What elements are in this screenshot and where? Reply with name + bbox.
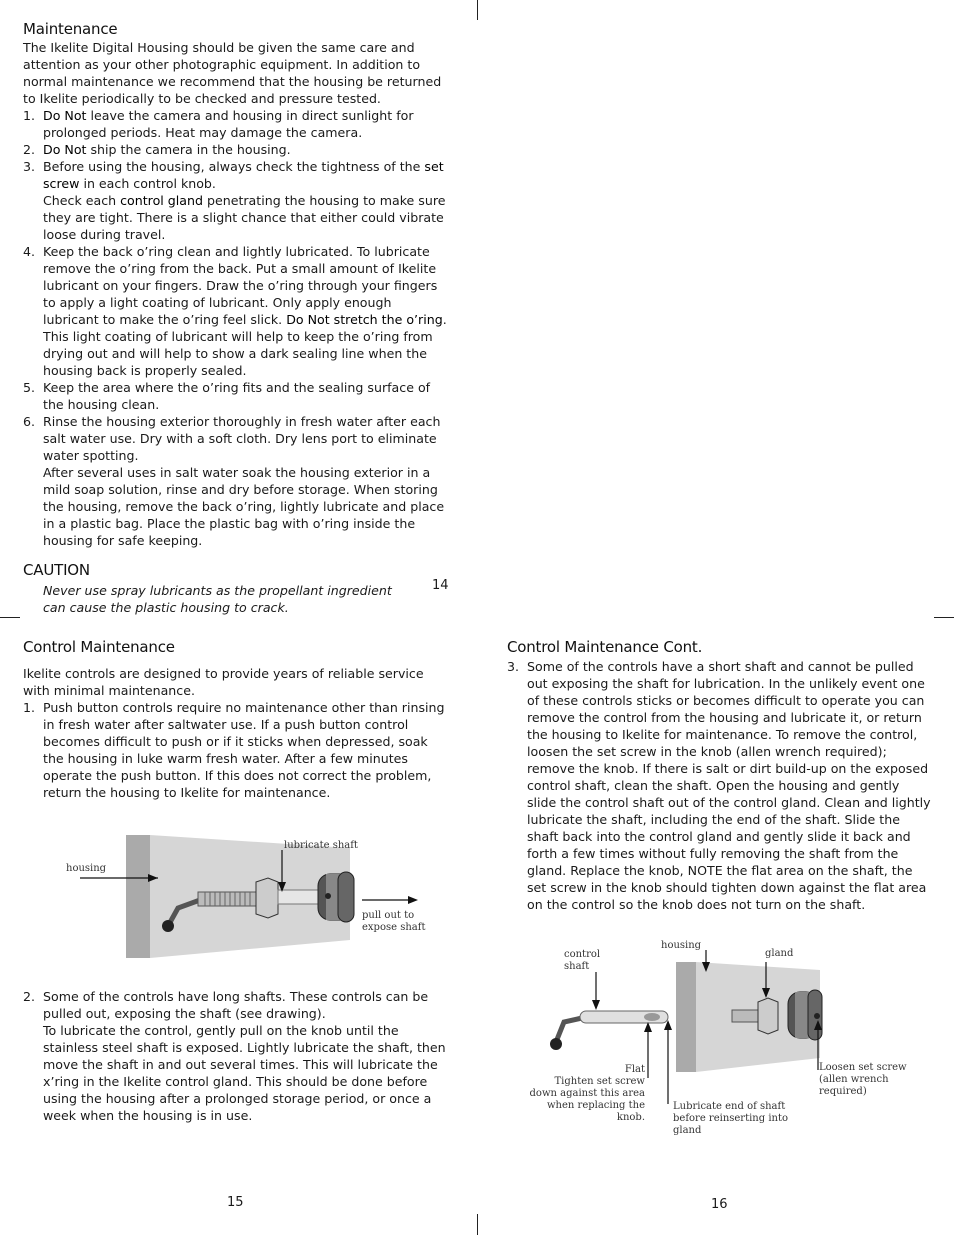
control-list xyxy=(23,699,448,801)
page-16-body xyxy=(507,658,932,913)
housing-label: housing xyxy=(66,863,107,874)
list-item: 1. Do Not leave the camera and housing in direct sunlight for prolonged periods. Heat may damage the camera. xyxy=(23,108,414,140)
crop-mark-top xyxy=(477,0,478,20)
page-number-15: 15 xyxy=(227,1195,244,1210)
intro-paragraph: The Ikelite Digital Housing should be given the same care and attention as your other photographic equipment. In addition to normal maintenance we recommend that the housing be returned to Ikelite periodically to be checked and pressure tested. 1. Do Not leave the camera and housing in direct sunlight for prolonged periods. Heat may damage the camera. 2. Do Not ship the camera in the housing. 3. Before using the housing, always check the tightness of the set screw in each control knob. Check each control gland penetrating the housing to make sure they are tight. There is a slight chance that either could vibrate loose during travel. 4. Keep the back o’ring clean and lightly lubricated. To lubricate remove the o’ring from the back. Put a small amount of Ikelite lubricant on your fingers. Draw the o’ring through your fingers to apply a light coating of lubricant. Only apply enough lubricant to make the o’ring feel slick. Do Not stretch the o’ring. This light coating of lubricant will help to keep the o’ring from drying out and will help to show a dark sealing line when the housing back is properly sealed. 5. Keep the area where the o’ring fits and the sealing surface of the housing clean. 6. Rinse the housing exterior thoroughly in fresh water after each salt water use. Dry with a soft cloth. Dry lens port to eliminate water spotting. After several uses in salt water soak the housing exterior in a mild soap solution, rinse and dry before storage. When storing the housing, remove the back o’ring, lightly lubricate and place in a plastic bag. Place the plastic bag with o’ring inside the housing for safe keeping. xyxy=(23,40,447,548)
caution-heading: CAUTION xyxy=(23,561,90,579)
list-item: 3. Before using the housing, always check the tightness of the set screw in each control knob. Check each control gland penetrating the housing to make sure they are tight. There is a slight chance that either could vibrate loose during travel. xyxy=(23,159,446,242)
housing-label: housing xyxy=(661,940,702,951)
flat-note-label: Tighten set screw down against this area when replacing the knob. xyxy=(529,1076,645,1123)
list-item: 2. Some of the controls have long shafts. These controls can be pulled out, exposing the shaft (see drawing). To lubricate the control, gently pull on the knob until the stainless steel shaft is exposed. Lightly lubricate the shaft, then move the shaft in and out several times. This will lubricate the x’ring in the Ikelite control gland. This should be done before using the housing after a prolonged storage period, or once a week when the housing is in use. xyxy=(23,989,446,1123)
page-16 xyxy=(507,638,932,913)
page-15 xyxy=(23,638,448,801)
crop-mark-right xyxy=(934,617,954,618)
long-shaft-diagram xyxy=(60,830,440,965)
list-item: 4. Keep the back o’ring clean and lightly lubricated. To lubricate remove the o’ring from the back. Put a small amount of Ikelite lubricant on your fingers. Draw the o’ring through your fingers to apply a light coating of lubricant. Only apply enough lubricant to make the o’ring feel slick. Do Not stretch the o’ring. This light coating of lubricant will help to keep the o’ring from drying out and will help to show a dark sealing line when the housing back is properly sealed. xyxy=(23,244,447,378)
long-shaft-drawing xyxy=(60,830,440,965)
page-title: Control Maintenance Cont. xyxy=(507,638,703,656)
lubricate-end-label: Lubricate end of shaft before reinserting into gland xyxy=(673,1101,788,1136)
list-item: 2. Do Not ship the camera in the housing. xyxy=(23,142,291,157)
page-number-16: 16 xyxy=(711,1197,728,1212)
flat-label: Flat xyxy=(624,1064,645,1075)
list-item: 3. Some of the controls have a short shaft and cannot be pulled out exposing the shaft for lubrication. In the unlikely event one of these controls sticks or becomes difficult to operate you can remove the control from the housing and lubricate it, or return the housing to Ikelite for maintenance. To remove the control, loosen the set screw in the knob (allen wrench required); remove the knob. If there is salt or dirt build-up on the exposed control shaft, clean the shaft. Open the housing and gently slide the control shaft out of the control gland. Clean and lightly lubricate the shaft, including the end of the shaft. Slide the shaft back into the control gland and gently slide it back and forth a few times without fully removing the shaft from the gland. Replace the knob, NOTE the flat area on the shaft, the set screw in the knob should tighten down against the flat area on the control so the knob does not turn on the shaft. xyxy=(507,659,931,912)
control-shaft-label: control shaft xyxy=(564,949,601,972)
lubricate-shaft-label: lubricate shaft xyxy=(284,840,358,851)
list-item: 1. Push button controls require no maintenance other than rinsing in fresh water after saltwater use. If a push button control becomes difficult to push or if it sticks when depressed, soak the housing in luke warm fresh water. After a few minutes operate the push button. If this does not correct the problem, return the housing to Ikelite for maintenance. xyxy=(23,700,445,800)
pull-out-label: pull out to expose shaft xyxy=(362,910,426,933)
list-item: 5. Keep the area where the o’ring fits and the sealing surface of the housing clean. xyxy=(23,380,431,412)
page-15-body xyxy=(23,665,448,801)
page-14 xyxy=(23,20,448,616)
page-15-item-2 xyxy=(23,988,448,1124)
caution-text: Never use spray lubricants as the propellant ingredient can cause the plastic housing to crack. xyxy=(43,583,392,615)
control-list-continued xyxy=(23,988,448,1124)
intro-paragraph: Ikelite controls are designed to provide years of reliable service with minimal maintenance. xyxy=(23,666,424,698)
gland-label: gland xyxy=(765,948,794,959)
crop-mark-left xyxy=(0,617,20,618)
control-list-cont xyxy=(507,658,932,913)
page-title: Control Maintenance xyxy=(23,638,175,656)
loosen-set-screw-label: Loosen set screw (allen wrench required) xyxy=(819,1062,907,1097)
crop-mark-bottom xyxy=(477,1214,478,1235)
page-number-14: 14 xyxy=(432,578,449,593)
list-item: 6. Rinse the housing exterior thoroughly in fresh water after each salt water use. Dry with a soft cloth. Dry lens port to eliminate water spotting. After several uses in salt water soak the housing exterior in a mild soap solution, rinse and dry before storage. When storing the housing, remove the back o’ring, lightly lubricate and place in a plastic bag. Place the plastic bag with o’ring inside the housing for safe keeping. xyxy=(23,414,445,548)
short-shaft-diagram xyxy=(520,938,940,1143)
page-title: Maintenance xyxy=(23,20,118,38)
maintenance-list xyxy=(23,107,448,549)
